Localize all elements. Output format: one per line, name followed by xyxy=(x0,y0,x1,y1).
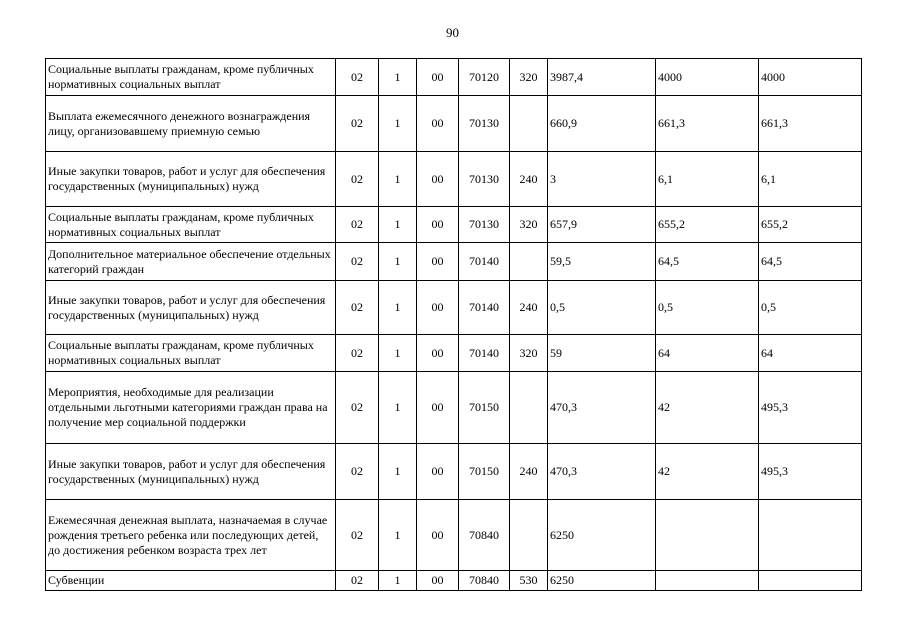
row-name: Субвенции xyxy=(46,571,336,591)
code-sub: 1 xyxy=(379,444,417,500)
code-expense-type xyxy=(510,96,548,152)
code-target: 70150 xyxy=(459,444,510,500)
amount-2 xyxy=(656,500,759,571)
budget-table xyxy=(45,58,862,591)
amount-2: 6,1 xyxy=(656,152,759,207)
code-section: 02 xyxy=(336,207,379,243)
code-program: 00 xyxy=(417,243,459,281)
row-name: Иные закупки товаров, работ и услуг для обеспечения государственных (муниципальных) нужд xyxy=(46,152,336,207)
row-name: Социальные выплаты гражданам, кроме публичных нормативных социальных выплат xyxy=(46,59,336,96)
code-program: 00 xyxy=(417,152,459,207)
code-section: 02 xyxy=(336,372,379,444)
code-section: 02 xyxy=(336,281,379,335)
code-expense-type xyxy=(510,372,548,444)
amount-1: 470,3 xyxy=(548,372,656,444)
table-row xyxy=(46,281,862,335)
code-section: 02 xyxy=(336,571,379,591)
amount-3: 655,2 xyxy=(759,207,862,243)
code-target: 70130 xyxy=(459,96,510,152)
row-name: Ежемесячная денежная выплата, назначаемая в случае рождения третьего ребенка или последующих детей, до достижения ребенком возраста трех лет xyxy=(46,500,336,571)
code-target: 70130 xyxy=(459,152,510,207)
code-section: 02 xyxy=(336,444,379,500)
code-program: 00 xyxy=(417,96,459,152)
amount-2: 0,5 xyxy=(656,281,759,335)
code-program: 00 xyxy=(417,335,459,372)
code-expense-type: 240 xyxy=(510,152,548,207)
code-target: 70840 xyxy=(459,500,510,571)
row-name: Иные закупки товаров, работ и услуг для обеспечения государственных (муниципальных) нужд xyxy=(46,281,336,335)
amount-1: 3 xyxy=(548,152,656,207)
code-sub: 1 xyxy=(379,335,417,372)
row-name: Иные закупки товаров, работ и услуг для обеспечения государственных (муниципальных) нужд xyxy=(46,444,336,500)
code-program: 00 xyxy=(417,500,459,571)
code-section: 02 xyxy=(336,59,379,96)
code-program: 00 xyxy=(417,207,459,243)
amount-1: 660,9 xyxy=(548,96,656,152)
table-row xyxy=(46,372,862,444)
amount-1: 59,5 xyxy=(548,243,656,281)
code-section: 02 xyxy=(336,500,379,571)
amount-2: 64 xyxy=(656,335,759,372)
code-expense-type: 320 xyxy=(510,335,548,372)
code-target: 70840 xyxy=(459,571,510,591)
code-program: 00 xyxy=(417,372,459,444)
code-program: 00 xyxy=(417,281,459,335)
amount-3 xyxy=(759,571,862,591)
table-row xyxy=(46,152,862,207)
code-program: 00 xyxy=(417,59,459,96)
table-row xyxy=(46,243,862,281)
amount-3: 0,5 xyxy=(759,281,862,335)
table-row xyxy=(46,335,862,372)
code-section: 02 xyxy=(336,335,379,372)
amount-3: 661,3 xyxy=(759,96,862,152)
code-target: 70140 xyxy=(459,243,510,281)
table-row xyxy=(46,444,862,500)
code-sub: 1 xyxy=(379,500,417,571)
amount-2: 42 xyxy=(656,372,759,444)
table-row xyxy=(46,500,862,571)
code-sub: 1 xyxy=(379,281,417,335)
code-sub: 1 xyxy=(379,59,417,96)
row-name: Дополнительное материальное обеспечение отдельных категорий граждан xyxy=(46,243,336,281)
amount-2: 64,5 xyxy=(656,243,759,281)
code-target: 70120 xyxy=(459,59,510,96)
amount-1: 3987,4 xyxy=(548,59,656,96)
amount-2 xyxy=(656,571,759,591)
code-sub: 1 xyxy=(379,207,417,243)
code-expense-type: 320 xyxy=(510,207,548,243)
code-sub: 1 xyxy=(379,571,417,591)
code-target: 70130 xyxy=(459,207,510,243)
code-sub: 1 xyxy=(379,96,417,152)
table-row xyxy=(46,571,862,591)
code-target: 70150 xyxy=(459,372,510,444)
amount-2: 661,3 xyxy=(656,96,759,152)
code-program: 00 xyxy=(417,571,459,591)
amount-3: 64 xyxy=(759,335,862,372)
table-row xyxy=(46,96,862,152)
amount-3: 495,3 xyxy=(759,444,862,500)
code-sub: 1 xyxy=(379,243,417,281)
code-section: 02 xyxy=(336,152,379,207)
amount-1: 6250 xyxy=(548,571,656,591)
code-section: 02 xyxy=(336,243,379,281)
code-expense-type xyxy=(510,243,548,281)
amount-1: 6250 xyxy=(548,500,656,571)
amount-3: 495,3 xyxy=(759,372,862,444)
amount-1: 0,5 xyxy=(548,281,656,335)
row-name: Социальные выплаты гражданам, кроме публичных нормативных социальных выплат xyxy=(46,335,336,372)
code-expense-type: 240 xyxy=(510,281,548,335)
row-name: Выплата ежемесячного денежного вознаграждения лицу, организовавшему приемную семью xyxy=(46,96,336,152)
amount-2: 4000 xyxy=(656,59,759,96)
table-row xyxy=(46,207,862,243)
amount-3: 64,5 xyxy=(759,243,862,281)
row-name: Социальные выплаты гражданам, кроме публичных нормативных социальных выплат xyxy=(46,207,336,243)
amount-1: 59 xyxy=(548,335,656,372)
code-sub: 1 xyxy=(379,372,417,444)
amount-1: 657,9 xyxy=(548,207,656,243)
code-program: 00 xyxy=(417,444,459,500)
code-expense-type: 320 xyxy=(510,59,548,96)
code-sub: 1 xyxy=(379,152,417,207)
amount-1: 470,3 xyxy=(548,444,656,500)
page-number: 90 xyxy=(446,25,459,40)
code-expense-type: 240 xyxy=(510,444,548,500)
row-name: Мероприятия, необходимые для реализации отдельными льготными категориями граждан права на получение мер социальной поддержки xyxy=(46,372,336,444)
amount-3: 4000 xyxy=(759,59,862,96)
code-target: 70140 xyxy=(459,335,510,372)
code-expense-type: 530 xyxy=(510,571,548,591)
amount-2: 42 xyxy=(656,444,759,500)
table-row xyxy=(46,59,862,96)
code-target: 70140 xyxy=(459,281,510,335)
code-section: 02 xyxy=(336,96,379,152)
amount-3: 6,1 xyxy=(759,152,862,207)
amount-2: 655,2 xyxy=(656,207,759,243)
code-expense-type xyxy=(510,500,548,571)
amount-3 xyxy=(759,500,862,571)
